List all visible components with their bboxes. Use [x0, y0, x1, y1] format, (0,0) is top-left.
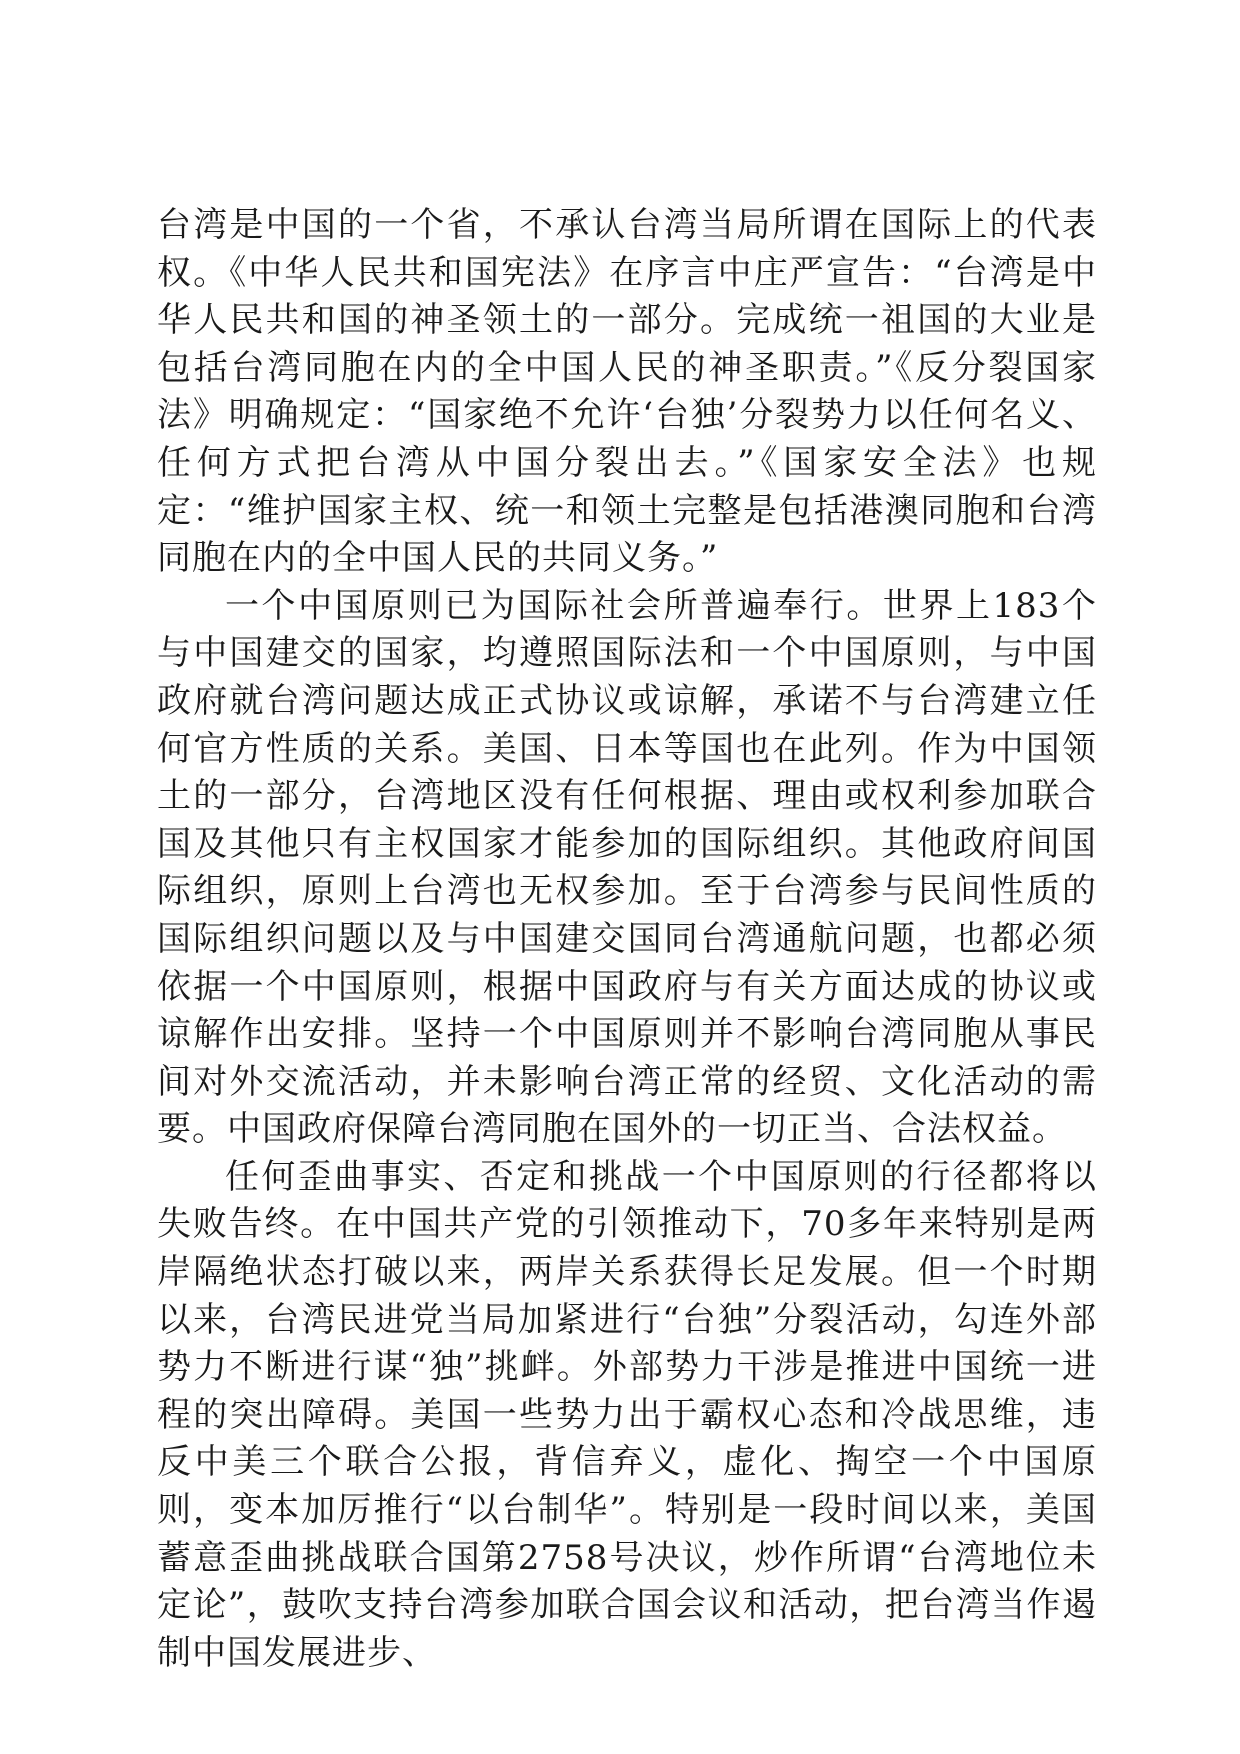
body-text — [157, 202, 1097, 1677]
paragraph-2: 一个中国原则已为国际社会所普遍奉行。世界上183个与中国建交的国家，均遵照国际法和一个中国原则，与中国政府就台湾问题达成正式协议或谅解，承诺不与台湾建立任何官方性质的关系。美国、日本等国也在此列。作为中国领土的一部分，台湾地区没有任何根据、理由或权利参加联合国及其他只有主权国家才能参加的国际组织。其他政府间国际组织，原则上台湾也无权参加。至于台湾参与民间性质的国际组织问题以及与中国建交国同台湾通航问题，也都必须依据一个中国原则，根据中国政府与有关方面达成的协议或谅解作出安排。坚持一个中国原则并不影响台湾同胞从事民间对外交流活动，并未影响台湾正常的经贸、文化活动的需要。中国政府保障台湾同胞在国外的一切正当、合法权益。 — [157, 585, 1097, 1150]
paragraph-1: 台湾是中国的一个省，不承认台湾当局所谓在国际上的代表权。《中华人民共和国宪法》在序言中庄严宣告：“台湾是中华人民共和国的神圣领土的一部分。完成统一祖国的大业是包括台湾同胞在内的全中国人民的神圣职责。”《反分裂国家法》明确规定：“国家绝不允许‘台独’分裂势力以任何名义、任何方式把台湾从中国分裂出去。”《国家安全法》也规定：“维护国家主权、统一和领土完整是包括港澳同胞和台湾同胞在内的全中国人民的共同义务。” — [157, 205, 1097, 579]
paragraph-3: 任何歪曲事实、否定和挑战一个中国原则的行径都将以失败告终。在中国共产党的引领推动下，70多年来特别是两岸隔绝状态打破以来，两岸关系获得长足发展。但一个时期以来，台湾民进党当局加紧进行“台独”分裂活动，勾连外部势力不断进行谋“独”挑衅。外部势力干涉是推进中国统一进程的突出障碍。美国一些势力出于霸权心态和冷战思维，违反中美三个联合公报，背信弃义，虚化、掏空一个中国原则，变本加厉推行“以台制华”。特别是一段时间以来，美国蓄意歪曲挑战联合国第2758号决议，炒作所谓“台湾地位未定论”，鼓吹支持台湾参加联合国会议和活动，把台湾当作遏制中国发展进步、 — [157, 1156, 1097, 1673]
